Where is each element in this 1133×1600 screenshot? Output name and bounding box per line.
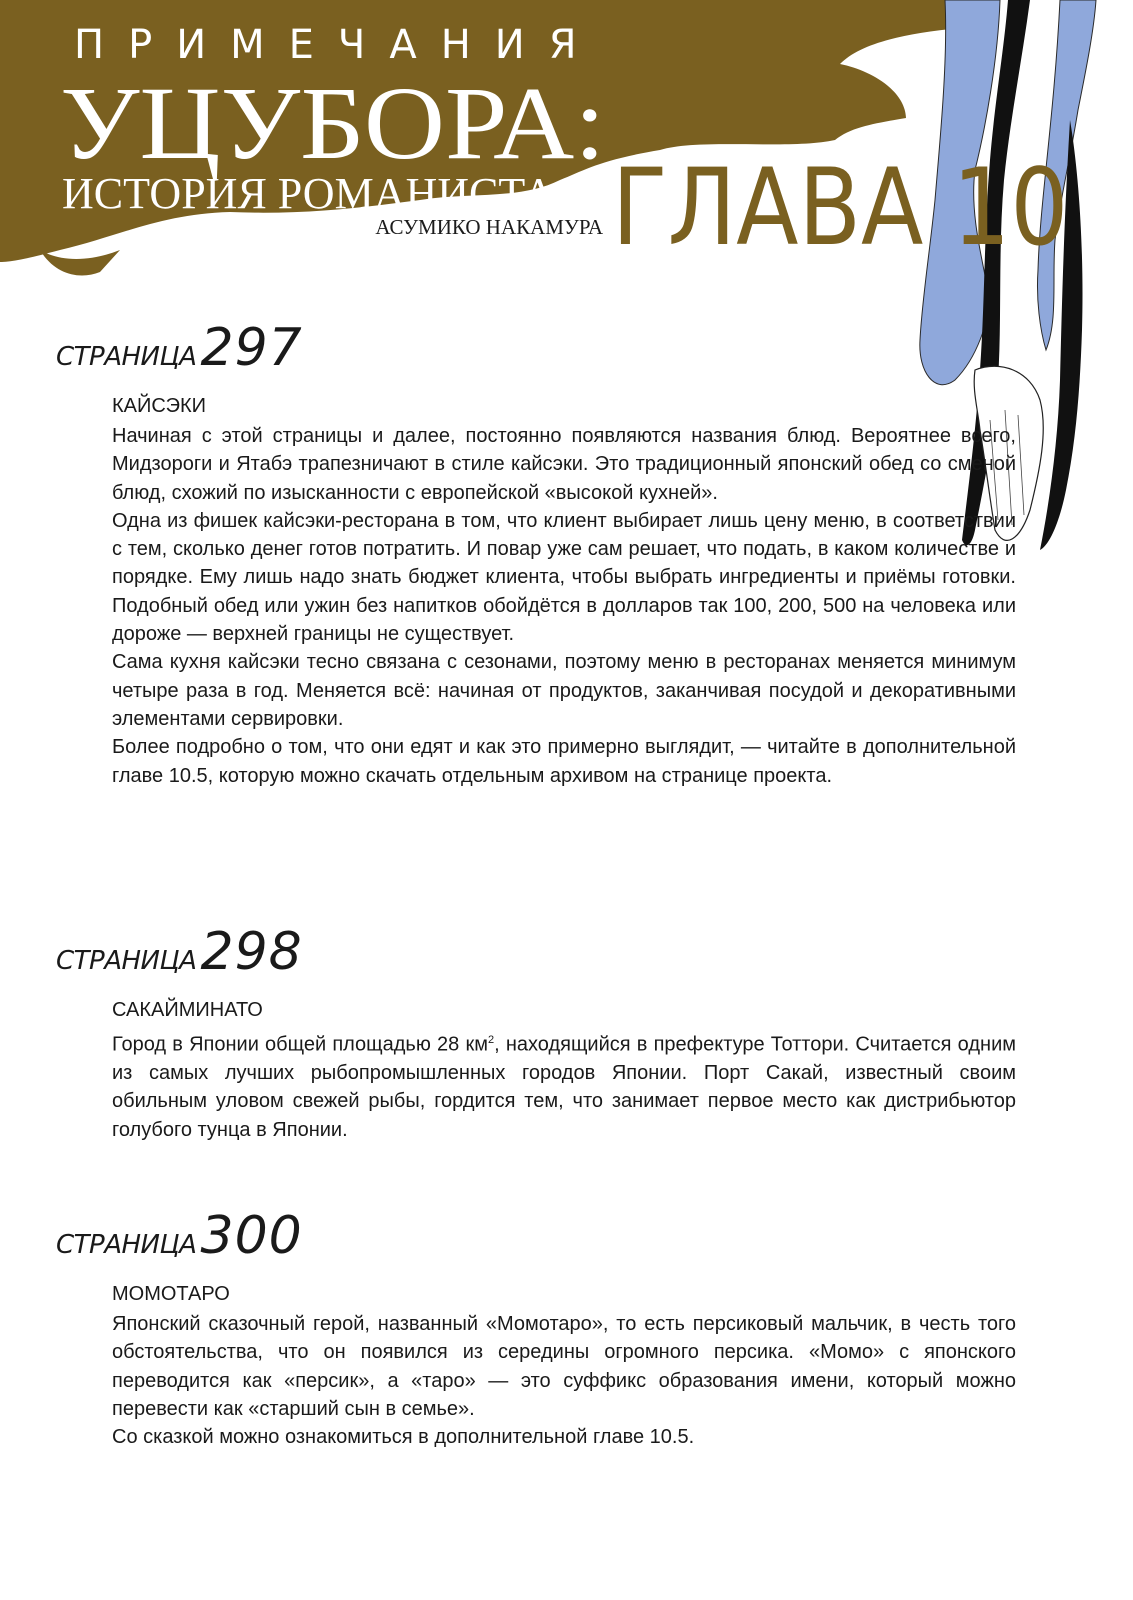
note-paragraph: Сама кухня кайсэки тесно связана с сезонами, поэтому меню в ресторанах меняется минимум четыре раза в год. Меняется всё: начиная от продуктов, заканчивая посудой и декоративными элементами сервировки.: [112, 651, 1016, 730]
note-term: САКАЙМИНАТО: [112, 999, 263, 1021]
note-paragraph: Японский сказочный герой, названный «Момотаро», то есть персиковый мальчик, в честь того обстоятельства, что он появился из середины огромного персика. «Момо» с японского переводится как «персик», а «таро» — это суффикс образования имени, который можно перевести как «старший сын в семье».: [112, 1313, 1016, 1420]
note-paragraph: Начиная с этой страницы и далее, постоянно появляются названия блюд. Вероятнее всего, Мидзороги и Ятабэ трапезничают в стиле кайсэки. Это традиционный японский обед со сменой блюд, схожий по изысканности с европейской «высокой кухней».: [112, 425, 1016, 504]
chapter-title: ГЛАВА 10: [612, 146, 1069, 269]
paragraph-text: , находящийся в префектуре Тоттори. Считается одним из самых лучших рыбопромышленных городов Японии. Порт Сакай, известный своим обильным уловом свежей рыбы, гордится тем, что занимает первое место как дистрибьютор голубого тунца в Японии.: [112, 1033, 1016, 1141]
page-number: 300: [200, 1206, 303, 1266]
page-number: 298: [200, 922, 303, 982]
note-paragraph: Более подробно о том, что они едят и как это примерно выглядит, — читайте в дополнительной главе 10.5, которую можно скачать отдельным архивом на странице проекта.: [112, 736, 1016, 787]
book-title: УЦУБОРА:: [60, 66, 606, 181]
note-term: МОМОТАРО: [112, 1283, 230, 1305]
note-paragraph: Одна из фишек кайсэки-ресторана в том, что клиент выбирает лишь цену меню, в соответствии с тем, сколько денег готов потратить. И повар уже сам решает, что подать, в каком количестве и порядке. Ему лишь надо знать бюджет клиента, чтобы выбрать ингредиенты и приёмы готовки. Подобный обед или ужин без напитков обойдётся в долларов так 100, 200, 500 на человека или дороже — верхней границы не существует.: [112, 509, 1016, 646]
paragraph-text: Город в Японии общей площадью 28 км: [112, 1033, 488, 1056]
page-heading: [56, 1206, 1016, 1266]
page-label: СТРАНИЦА: [56, 342, 197, 372]
brown-brush-drip: [40, 250, 120, 276]
note-section-300: [56, 1206, 1016, 1451]
notes-label: ПРИМЕЧАНИЯ: [74, 22, 601, 68]
page-label: СТРАНИЦА: [56, 1230, 197, 1260]
author-name: АСУМИКО НАКАМУРА: [375, 215, 603, 239]
note-paragraph: Со сказкой можно ознакомиться в дополнительной главе 10.5.: [112, 1426, 695, 1449]
note-section-298: [56, 922, 1016, 1144]
book-subtitle: ИСТОРИЯ РОМАНИСТА: [62, 169, 555, 218]
page-heading: [56, 922, 1016, 982]
note-section-297: [56, 318, 1016, 790]
note-term: КАЙСЭКИ: [112, 395, 206, 417]
page-heading: [56, 318, 1016, 378]
note-paragraph: [112, 1026, 1016, 1144]
page-label: СТРАНИЦА: [56, 946, 197, 976]
superscript: 2: [487, 1034, 495, 1046]
page-number: 297: [200, 318, 303, 378]
